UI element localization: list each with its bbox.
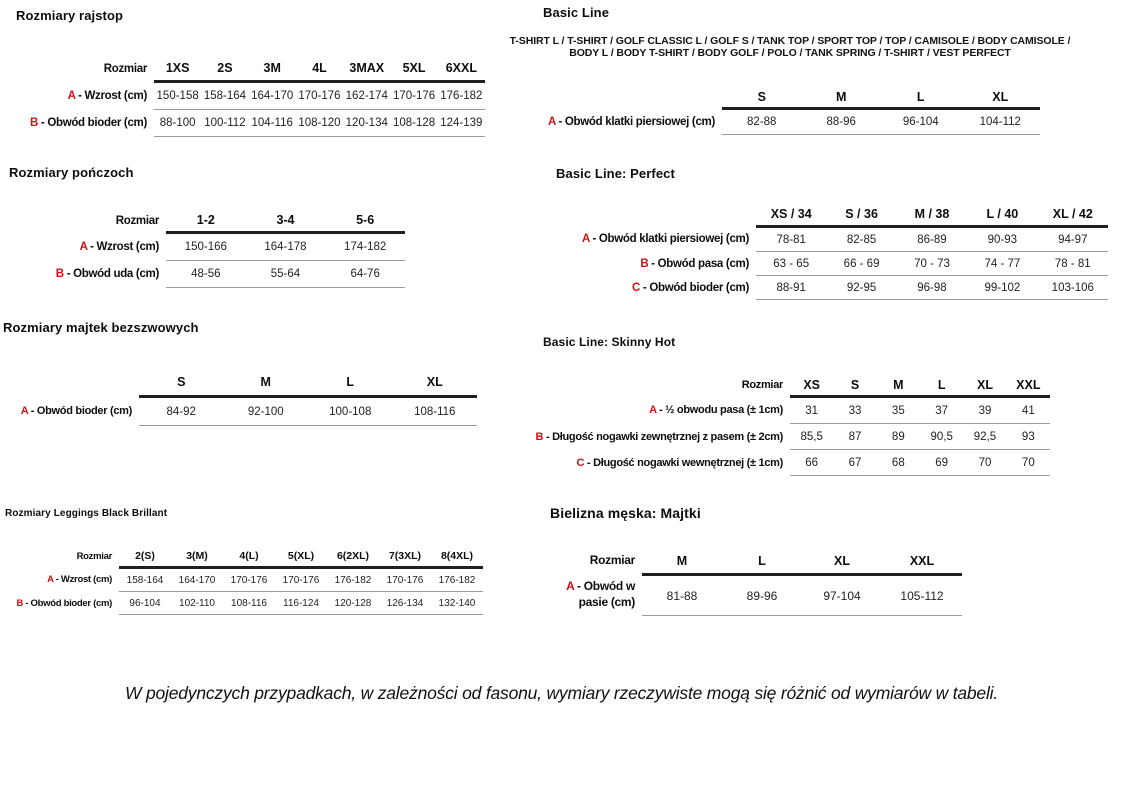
column-header: XXL: [1007, 374, 1050, 397]
section-title: Rozmiary rajstop: [16, 8, 124, 23]
size-label: Rozmiar: [741, 379, 783, 392]
table-row: [3, 397, 477, 426]
header-row: [5, 545, 483, 568]
table-cell: 100-112: [201, 110, 248, 137]
table-cell: 150-158: [154, 82, 201, 110]
row-letter: A: [582, 233, 590, 245]
size-label: [520, 203, 756, 227]
section-rozmiary-majtek-bezszwowych: [3, 320, 477, 426]
section-rozmiary-leggings-black-brillant: [5, 508, 483, 615]
header-row: [520, 203, 1108, 227]
section-title: Basic Line: [543, 5, 610, 20]
column-header: XL: [393, 369, 478, 397]
section-rozmiary-ponczoch: [9, 165, 405, 288]
table-cell: 170-176: [296, 82, 343, 110]
column-header: 6(2XL): [327, 545, 379, 568]
column-header: XS: [790, 374, 833, 397]
table-cell: 68: [877, 450, 920, 476]
table-cell: 126-134: [379, 592, 431, 615]
bielizna-meska-table-container: [543, 548, 962, 616]
column-header: L: [920, 374, 963, 397]
column-header: 1-2: [166, 209, 246, 233]
column-header: XS / 34: [756, 203, 826, 227]
table-cell: 31: [790, 397, 833, 424]
table-cell: 108-120: [296, 110, 343, 137]
table-cell: 164-170: [249, 82, 296, 110]
size-label: [3, 369, 139, 397]
column-header: XL / 42: [1038, 203, 1108, 227]
column-header: XL: [963, 374, 1006, 397]
column-header: S: [833, 374, 876, 397]
table-cell: 94-97: [1038, 227, 1108, 252]
section-title: Basic Line: Perfect: [556, 166, 675, 181]
table-cell: 93: [1007, 424, 1050, 450]
header-row: [543, 548, 962, 575]
table-row: [5, 568, 483, 592]
table-row: [5, 592, 483, 615]
column-header: 2S: [201, 56, 248, 82]
column-header: 1XS: [154, 56, 201, 82]
table-cell: 41: [1007, 397, 1050, 424]
table-cell: 96-104: [881, 109, 961, 135]
row-letter: C: [631, 281, 640, 294]
table-cell: 170-176: [379, 568, 431, 592]
table-row: [9, 261, 405, 288]
table-cell: 158-164: [201, 82, 248, 110]
table-cell: 116-124: [275, 592, 327, 615]
table-cell: 100-108: [308, 397, 393, 426]
table-cell: 82-88: [722, 109, 802, 135]
table-cell: 84-92: [139, 397, 224, 426]
table-cell: 103-106: [1038, 276, 1108, 300]
table-cell: 88-91: [756, 276, 826, 300]
rozmiary-rajstop-table: [12, 56, 485, 137]
table-cell: 108-116: [223, 592, 275, 615]
table-cell: 48-56: [166, 261, 246, 288]
table-row: [543, 575, 962, 616]
rozmiary-leggings-black-brillant-table: [5, 545, 483, 615]
table-cell: 67: [833, 450, 876, 476]
section-basic-line-perfect: [520, 166, 1108, 300]
column-header: M: [642, 548, 722, 575]
basic-line-perfect-table: [520, 203, 1108, 300]
column-header: M: [802, 86, 882, 109]
column-header: 3M: [249, 56, 296, 82]
row-letter: A: [548, 115, 556, 128]
table-cell: 108-116: [393, 397, 478, 426]
table-cell: 176-182: [327, 568, 379, 592]
table-row: [520, 227, 1108, 252]
table-cell: 124-139: [438, 110, 485, 137]
row-letter: A: [566, 579, 574, 594]
basic-line-perfect-table-container: [520, 203, 1108, 300]
basic-line-table: [503, 86, 1040, 135]
table-row: [12, 82, 485, 110]
row-label: A - Wzrost (cm): [79, 240, 159, 253]
table-cell: 99-102: [967, 276, 1037, 300]
table-cell: 89-96: [722, 575, 802, 616]
table-cell: 162-174: [343, 82, 390, 110]
section-title: Rozmiary majtek bezszwowych: [3, 320, 199, 335]
row-label: B - Obwód uda (cm): [55, 268, 159, 280]
size-label: Rozmiar: [103, 62, 147, 75]
column-header: 2(S): [119, 545, 171, 568]
table-cell: 92,5: [963, 424, 1006, 450]
table-cell: 78 - 81: [1038, 252, 1108, 276]
table-cell: 78-81: [756, 227, 826, 252]
row-letter: B: [55, 268, 64, 280]
table-cell: 70: [1007, 450, 1050, 476]
table-cell: 164-170: [171, 568, 223, 592]
column-header: 5XL: [390, 56, 437, 82]
column-header: 6XXL: [438, 56, 485, 82]
column-header: L / 40: [967, 203, 1037, 227]
row-label: A - Wzrost (cm): [47, 574, 112, 585]
table-cell: 104-116: [249, 110, 296, 137]
column-header: 3MAX: [343, 56, 390, 82]
table-cell: 55-64: [246, 261, 326, 288]
table-cell: 170-176: [223, 568, 275, 592]
bielizna-meska-majtki-table: [543, 548, 962, 616]
section-bielizna-meska-majtki: [543, 505, 962, 616]
section-title: Rozmiary Leggings Black Brillant: [5, 508, 168, 519]
column-header: XXL: [882, 548, 962, 575]
row-label: A - Obwód klatki piersiowej (cm): [548, 115, 715, 128]
row-label: B - Obwód bioder (cm): [29, 117, 147, 129]
column-header: 4L: [296, 56, 343, 82]
column-header: 8(4XL): [431, 545, 483, 568]
column-header: 5(XL): [275, 545, 327, 568]
size-label: Rozmiar: [76, 550, 112, 562]
row-label: B - Długość nogawki zewnętrznej z pasem (± 2cm): [535, 430, 783, 443]
column-header: 4(L): [223, 545, 275, 568]
column-header: M: [877, 374, 920, 397]
table-cell: 90,5: [920, 424, 963, 450]
table-cell: 64-76: [325, 261, 405, 288]
column-header: 5-6: [325, 209, 405, 233]
header-row: [12, 56, 485, 82]
table-cell: 170-176: [275, 568, 327, 592]
column-header: S: [139, 369, 224, 397]
size-label: Rozmiar: [589, 553, 635, 568]
table-row: [480, 424, 1050, 450]
column-header: M / 38: [897, 203, 967, 227]
section-basic-line-skinny-hot: [480, 335, 1050, 476]
table-cell: 174-182: [325, 233, 405, 261]
table-cell: 158-164: [119, 568, 171, 592]
column-header: M: [224, 369, 309, 397]
size-label: [503, 86, 722, 109]
row-letter: B: [16, 597, 23, 609]
column-header: S: [722, 86, 802, 109]
rozmiary-ponczoch-table-container: [9, 209, 405, 288]
row-label: B - Obwód bioder (cm): [16, 597, 112, 609]
table-cell: 69: [920, 450, 963, 476]
row-label: A - Obwód w pasie (cm): [566, 579, 635, 609]
column-header: S / 36: [826, 203, 896, 227]
column-header: 7(3XL): [379, 545, 431, 568]
row-label: A - Obwód bioder (cm): [20, 405, 132, 417]
row-letter: A: [649, 404, 657, 416]
header-row: [9, 209, 405, 233]
row-label: A - ½ obwodu pasa (± 1cm): [649, 404, 783, 416]
column-header: 3-4: [246, 209, 326, 233]
footer-note: W pojedynczych przypadkach, w zależności od fasonu, wymiary rzeczywiste mogą się różnić od wymiarów w tabeli.: [125, 683, 998, 703]
table-row: [12, 110, 485, 137]
row-label: B - Obwód pasa (cm): [640, 257, 749, 270]
table-cell: 70 - 73: [897, 252, 967, 276]
row-label: A - Obwód klatki piersiowej (cm): [582, 233, 749, 245]
table-row: [520, 252, 1108, 276]
column-header: L: [308, 369, 393, 397]
row-letter: C: [576, 456, 585, 469]
table-cell: 92-100: [224, 397, 309, 426]
table-cell: 132-140: [431, 592, 483, 615]
table-cell: 105-112: [882, 575, 962, 616]
table-cell: 150-166: [166, 233, 246, 261]
table-row: [480, 450, 1050, 476]
row-letter: A: [20, 405, 28, 417]
row-letter: B: [640, 257, 649, 270]
table-cell: 102-110: [171, 592, 223, 615]
column-header: L: [881, 86, 961, 109]
section-title: Bielizna męska: Majtki: [550, 505, 701, 521]
column-header: XL: [961, 86, 1041, 109]
table-cell: 104-112: [961, 109, 1041, 135]
section-title: Basic Line: Skinny Hot: [543, 335, 676, 349]
column-header: 3(M): [171, 545, 223, 568]
table-cell: 96-104: [119, 592, 171, 615]
basic-line-skinny-hot-table-container: [480, 374, 1050, 476]
table-cell: 88-96: [802, 109, 882, 135]
table-cell: 63 - 65: [756, 252, 826, 276]
basic-line-table-container: [503, 86, 1040, 135]
basic-line-product-list: T-SHIRT L / T-SHIRT / GOLF CLASSIC L / GOLF S / TANK TOP / SPORT TOP / TOP / CAMISOLE / BODY CAMISOLE / BODY L / BODY T-SHIRT / BODY GOLF / POLO / TANK SPRING / T-SHIRT / VEST PERFECT: [509, 35, 1071, 60]
table-cell: 120-128: [327, 592, 379, 615]
row-letter: B: [535, 430, 544, 443]
row-letter: A: [67, 89, 76, 102]
header-row: [480, 374, 1050, 397]
table-cell: 33: [833, 397, 876, 424]
rozmiary-majtek-table-container: [3, 369, 477, 426]
row-label: C - Długość nogawki wewnętrznej (± 1cm): [576, 456, 783, 469]
size-label: Rozmiar: [115, 214, 159, 227]
table-cell: 66 - 69: [826, 252, 896, 276]
table-cell: 70: [963, 450, 1006, 476]
row-letter: A: [79, 240, 88, 253]
row-letter: A: [47, 574, 54, 585]
rozmiary-ponczoch-table: [9, 209, 405, 288]
table-cell: 176-182: [438, 82, 485, 110]
table-cell: 92-95: [826, 276, 896, 300]
table-cell: 120-134: [343, 110, 390, 137]
table-cell: 108-128: [390, 110, 437, 137]
header-row: [503, 86, 1040, 109]
section-title: Rozmiary pończoch: [9, 165, 134, 180]
section-basic-line: [503, 5, 1077, 135]
table-cell: 90-93: [967, 227, 1037, 252]
table-cell: 96-98: [897, 276, 967, 300]
column-header: XL: [802, 548, 882, 575]
table-row: [503, 109, 1040, 135]
table-cell: 85,5: [790, 424, 833, 450]
table-cell: 81-88: [642, 575, 722, 616]
table-cell: 87: [833, 424, 876, 450]
rozmiary-leggings-table-container: [5, 545, 483, 615]
table-cell: 37: [920, 397, 963, 424]
table-cell: 170-176: [390, 82, 437, 110]
table-cell: 164-178: [246, 233, 326, 261]
rozmiary-rajstop-table-container: [12, 56, 485, 137]
basic-line-skinny-hot-table: [480, 374, 1050, 476]
table-row: [520, 276, 1108, 300]
row-label: C - Obwód bioder (cm): [631, 281, 749, 294]
table-cell: 176-182: [431, 568, 483, 592]
table-cell: 66: [790, 450, 833, 476]
table-cell: 74 - 77: [967, 252, 1037, 276]
section-rozmiary-rajstop: [12, 8, 485, 137]
table-cell: 86-89: [897, 227, 967, 252]
table-row: [480, 397, 1050, 424]
table-cell: 35: [877, 397, 920, 424]
row-label: A - Wzrost (cm): [67, 89, 147, 102]
table-cell: 89: [877, 424, 920, 450]
table-cell: 88-100: [154, 110, 201, 137]
table-cell: 82-85: [826, 227, 896, 252]
rozmiary-majtek-bezszwowych-table: [3, 369, 477, 426]
column-header: L: [722, 548, 802, 575]
table-cell: 97-104: [802, 575, 882, 616]
table-row: [9, 233, 405, 261]
header-row: [3, 369, 477, 397]
row-letter: B: [29, 117, 38, 129]
table-cell: 39: [963, 397, 1006, 424]
